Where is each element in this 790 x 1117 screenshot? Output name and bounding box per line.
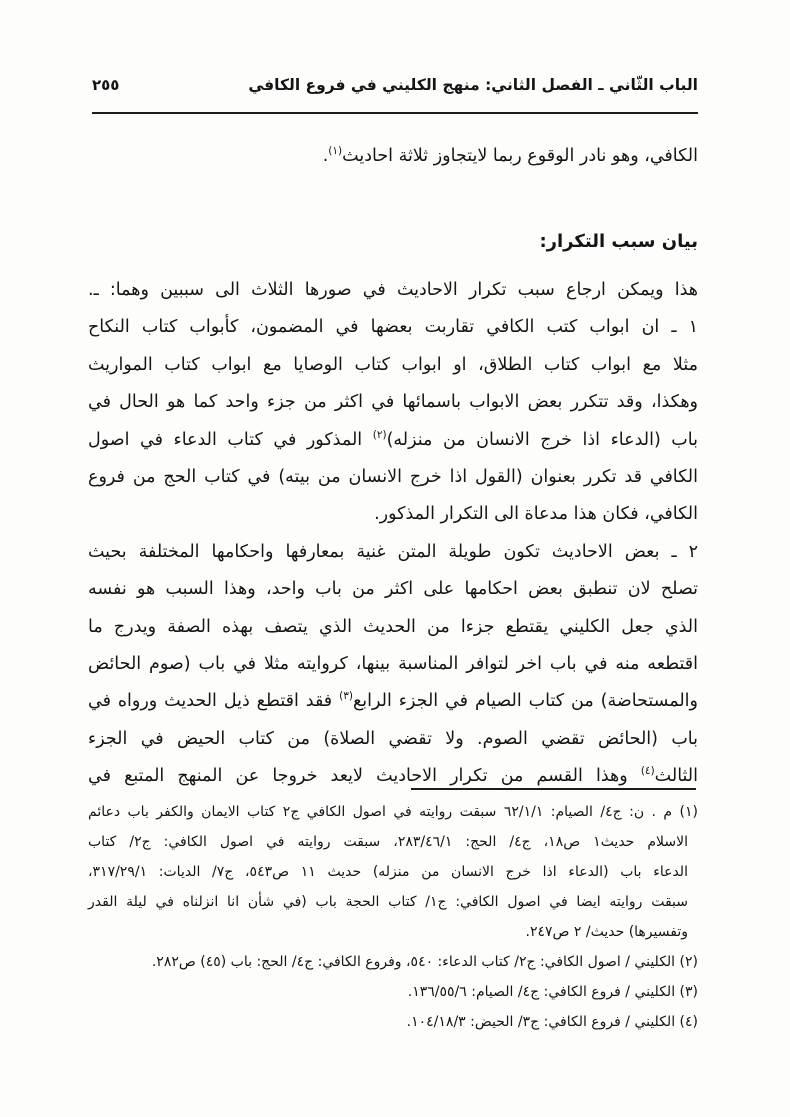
body-line-text: باب (الحائض تقضي الصوم. ولا تقضي الصلاة) من كتاب الحيض في الجزء — [88, 728, 698, 749]
body-line-text: ٢ ـ بعض الاحاديث تكون طويلة المتن غنية بمعارفها واحكامها المختلفة بحيث — [88, 541, 698, 562]
body-line-text: المذكور في كتاب الدعاء في اصول — [88, 429, 373, 450]
footnote-separator — [411, 788, 696, 790]
body-line-text: . — [322, 146, 329, 166]
body-line-text: الكافي، فكان هذا مدعاة الى التكرار المذكور. — [374, 504, 698, 525]
body-line — [88, 758, 698, 795]
body-line-text: الذي جعل الكليني يقتطع جزءا من الحديث الذي يتصف بهذه الصفة ويدرج ما — [88, 616, 698, 637]
page-header — [92, 76, 698, 94]
body-line-text: هذا ويمكن ارجاع سبب تكرار الاحاديث في صورها الثلاث الى سببين وهما: ـ. — [88, 279, 698, 300]
footnotes-section — [88, 797, 698, 1037]
body-line — [88, 496, 698, 533]
body-line — [88, 609, 698, 646]
body-line — [88, 534, 698, 571]
body-line-text: الثالث — [654, 766, 698, 787]
page-body — [88, 138, 698, 796]
body-line-text: ١ ـ ان ابواب كتب الكافي تقاربت بعضها في المضمون، كأبواب كتاب النكاح — [88, 317, 698, 338]
body-line-text: الكافي قد تكرر بعنوان (القول اذا خرج الانسان من بيته) في كتاب الحج من فروع — [88, 466, 698, 487]
body-line — [88, 347, 698, 384]
body-line-text: فقد اقتطع ذيل الحديث ورواه في — [88, 691, 340, 712]
footnote-line: الاسلام حديث١ ص١٨، ج٤/ الحج: ٢٨٣/٤٦/١، سبقت روايته في اصول الكافي: ج٢/ كتاب — [88, 834, 688, 850]
body-line — [88, 571, 698, 608]
body-paragraphs — [88, 272, 698, 796]
footnote-line: الدعاء باب (الدعاء اذا خرج الانسان من منزله) حديث ١١ ص٥٤٣، ج٧/ الديات: ٣١٧/٢٩/١، — [88, 864, 688, 880]
body-line — [88, 422, 698, 459]
footnote-line: سبقت روايته ايضا في اصول الكافي: ج١/ كتاب الحجة باب (في شأن انا انزلناه في ليلة القدر — [88, 894, 688, 910]
body-line — [88, 459, 698, 496]
footnote-ref: (٣) — [339, 690, 353, 703]
body-line-text: وهكذا، وقد تتكرر بعض الابواب باسمائها في اكثر من جزء واحد كما هو الحال في — [88, 392, 698, 413]
body-line — [88, 309, 698, 346]
body-line — [88, 646, 698, 683]
body-line-text: الكافي، وهو نادر الوقوع ربما لايتجاوز ثلاثة احاديث — [342, 146, 698, 166]
running-head: الباب الثّاني ـ الفصل الثاني: منهج الكليني في فروع الكافي — [248, 76, 698, 94]
footnote-line: (١) م . ن: ج٤/ الصيام: ٦٢/١/١ سبقت روايته في اصول الكافي ج٢ كتاب الايمان والكفر باب دعائم — [88, 804, 698, 820]
footnote-line: (٢) الكليني / اصول الكافي: ج٢/ كتاب الدعاء: ٥٤٠، وفروع الكافي: ج٤/ الحج: باب (٤٥) ص٢٨٢. — [151, 954, 698, 970]
body-line — [88, 721, 698, 758]
footnote-line: (٣) الكليني / فروع الكافي: ج٤/ الصيام: ١٣٦/٥٥/٦. — [407, 984, 698, 1000]
body-line — [88, 138, 698, 175]
footnote-ref: (٢) — [372, 428, 387, 441]
body-line — [88, 384, 698, 421]
page-number: ٢٥٥ — [92, 76, 120, 94]
footnote-ref: (٤) — [640, 765, 655, 778]
body-line — [88, 683, 698, 720]
body-line-text: باب (الدعاء اذا خرج الانسان من منزله) — [386, 429, 698, 450]
body-line — [88, 272, 698, 309]
footnote-ref: (١) — [328, 145, 343, 158]
body-line-text: والمستحاضة) من كتاب الصيام في الجزء الرابع — [352, 691, 698, 712]
footnote-line: وتفسيرها) حديث/ ٢ ص٢٤٧. — [525, 924, 688, 940]
body-line-text: وهذا القسم من تكرار الاحاديث لايعد خروجا عن المنهج المتبع في — [88, 766, 641, 787]
body-line-text: مثلا مع ابواب كتاب الطلاق، او ابواب كتاب الوصايا مع ابواب كتاب المواريث — [88, 354, 698, 375]
footnote-line: (٤) الكليني / فروع الكافي: ج٣/ الحيض: ١٠٤/١٨/٣. — [406, 1014, 698, 1030]
section-heading: بيان سبب التكرار: — [539, 231, 698, 252]
header-rule — [92, 112, 698, 114]
body-line-text: اقتطعه منه في باب اخر لتوافر المناسبة بينها، كروايته مثلا في باب (صوم الحائض — [88, 654, 698, 674]
body-line-text: تصلح لان تنطبق بعض احكامها على اكثر من باب واحد، وهذا السبب هو نفسه — [88, 579, 698, 600]
